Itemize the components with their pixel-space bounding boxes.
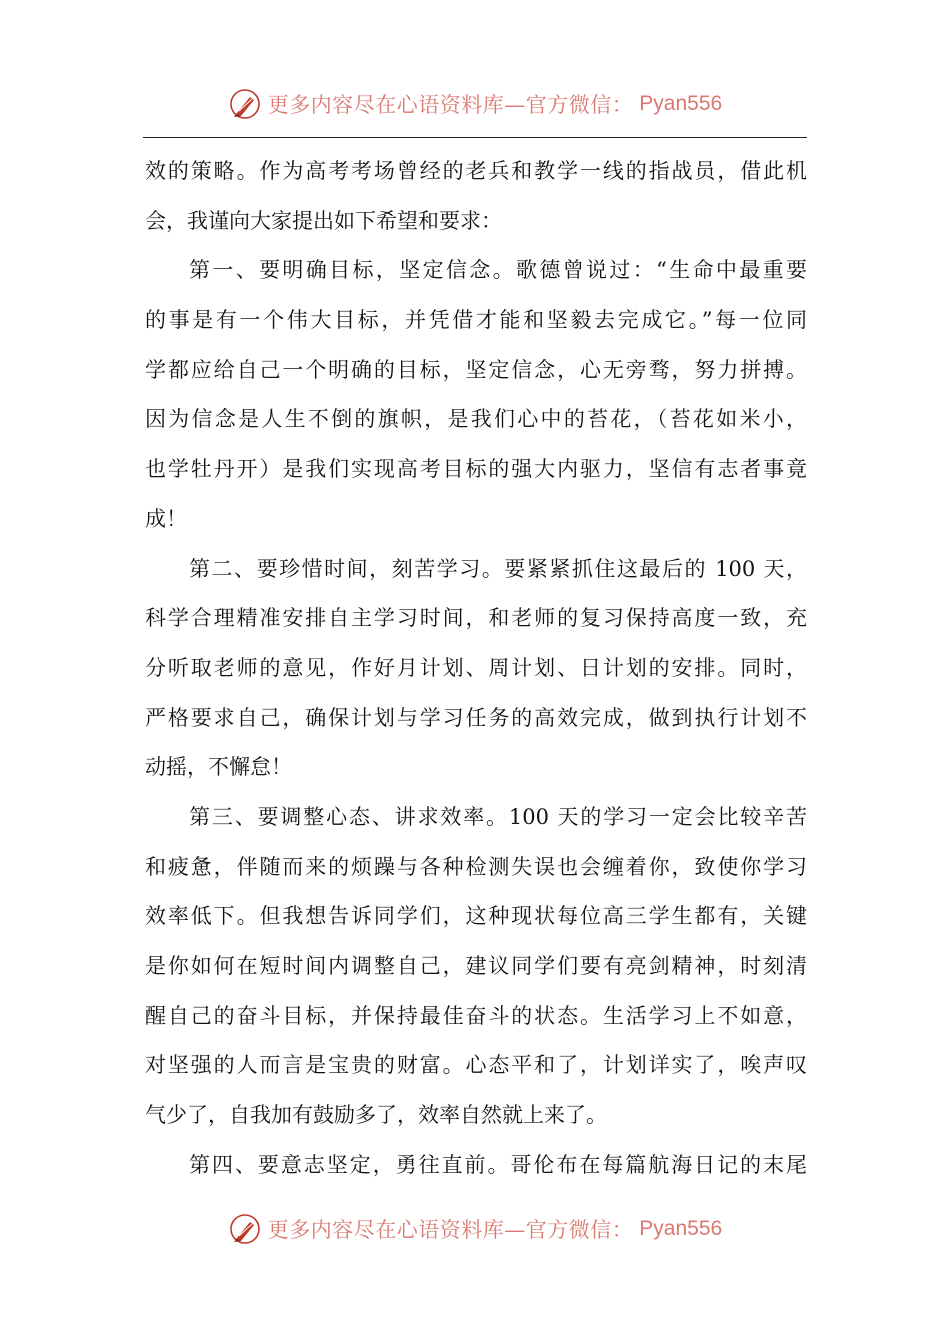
- header-divider: [143, 137, 807, 138]
- body-line: 科学合理精准安排自主学习时间，和老师的复习保持高度一致，充: [145, 606, 807, 631]
- header-wechat-id: Pyan556: [639, 92, 723, 115]
- body-line: 动摇，不懈怠！: [145, 755, 292, 780]
- body-line: 学都应给自己一个明确的目标，坚定信念，心无旁骛，努力拼搏。: [145, 357, 807, 382]
- paragraph-first-line: 第一、要明确目标，坚定信念。歌德曾说过：“生命中最重要: [189, 258, 807, 283]
- pen-nib-logo-icon: [228, 87, 262, 121]
- body-line: 会，我谨向大家提出如下希望和要求：: [145, 208, 502, 233]
- body-line: 醒自己的奋斗目标，并保持最佳奋斗的状态。生活学习上不如意，: [145, 1003, 807, 1028]
- body-line: 分听取老师的意见，作好月计划、周计划、日计划的安排。同时，: [145, 655, 807, 680]
- body-line: 严格要求自己，确保计划与学习任务的高效完成，做到执行计划不: [145, 705, 807, 730]
- body-line: 对坚强的人而言是宝贵的财富。心态平和了，计划详实了，唉声叹: [145, 1053, 807, 1078]
- document-body: [145, 147, 807, 1190]
- footer-banner-text: 更多内容尽在心语资料库—官方微信：: [267, 1218, 634, 1242]
- body-line: 是你如何在短时间内调整自己，建议同学们要有亮剑精神，时刻清: [145, 954, 807, 978]
- body-line: 效的策略。作为高考考场曾经的老兵和教学一线的指战员，借此机: [145, 159, 807, 183]
- header-banner-text: 更多内容尽在心语资料库—官方微信：: [267, 93, 634, 117]
- pen-nib-logo-icon: [228, 1212, 262, 1246]
- paragraph-first-line: 第三、要调整心态、讲求效率。100 天的学习一定会比较辛苦: [189, 804, 807, 829]
- footer-wechat-id: Pyan556: [639, 1217, 723, 1240]
- body-line: 成！: [145, 506, 187, 531]
- body-line: 也学牡丹开）是我们实现高考目标的强大内驱力，坚信有志者事竟: [145, 457, 807, 482]
- body-line: 的事是有一个伟大目标，并凭借才能和坚毅去完成它。”每一位同: [145, 308, 807, 333]
- body-line: 因为信念是人生不倒的旗帜，是我们心中的苔花，（苔花如米小，: [145, 407, 807, 432]
- header-banner: [0, 84, 950, 124]
- paragraph-first-line: 第二、要珍惜时间，刻苦学习。要紧紧抓住这最后的 100 天，: [189, 556, 807, 581]
- footer-banner: [0, 1209, 950, 1249]
- body-line: 效率低下。但我想告诉同学们，这种现状每位高三学生都有，关键: [145, 904, 807, 929]
- body-line: 和疲惫，伴随而来的烦躁与各种检测失误也会缠着你，致使你学习: [145, 854, 807, 879]
- body-line: 气少了，自我加有鼓励多了，效率自然就上来了。: [145, 1103, 607, 1128]
- paragraph-first-line: 第四、要意志坚定，勇往直前。哥伦布在每篇航海日记的末尾: [189, 1152, 807, 1177]
